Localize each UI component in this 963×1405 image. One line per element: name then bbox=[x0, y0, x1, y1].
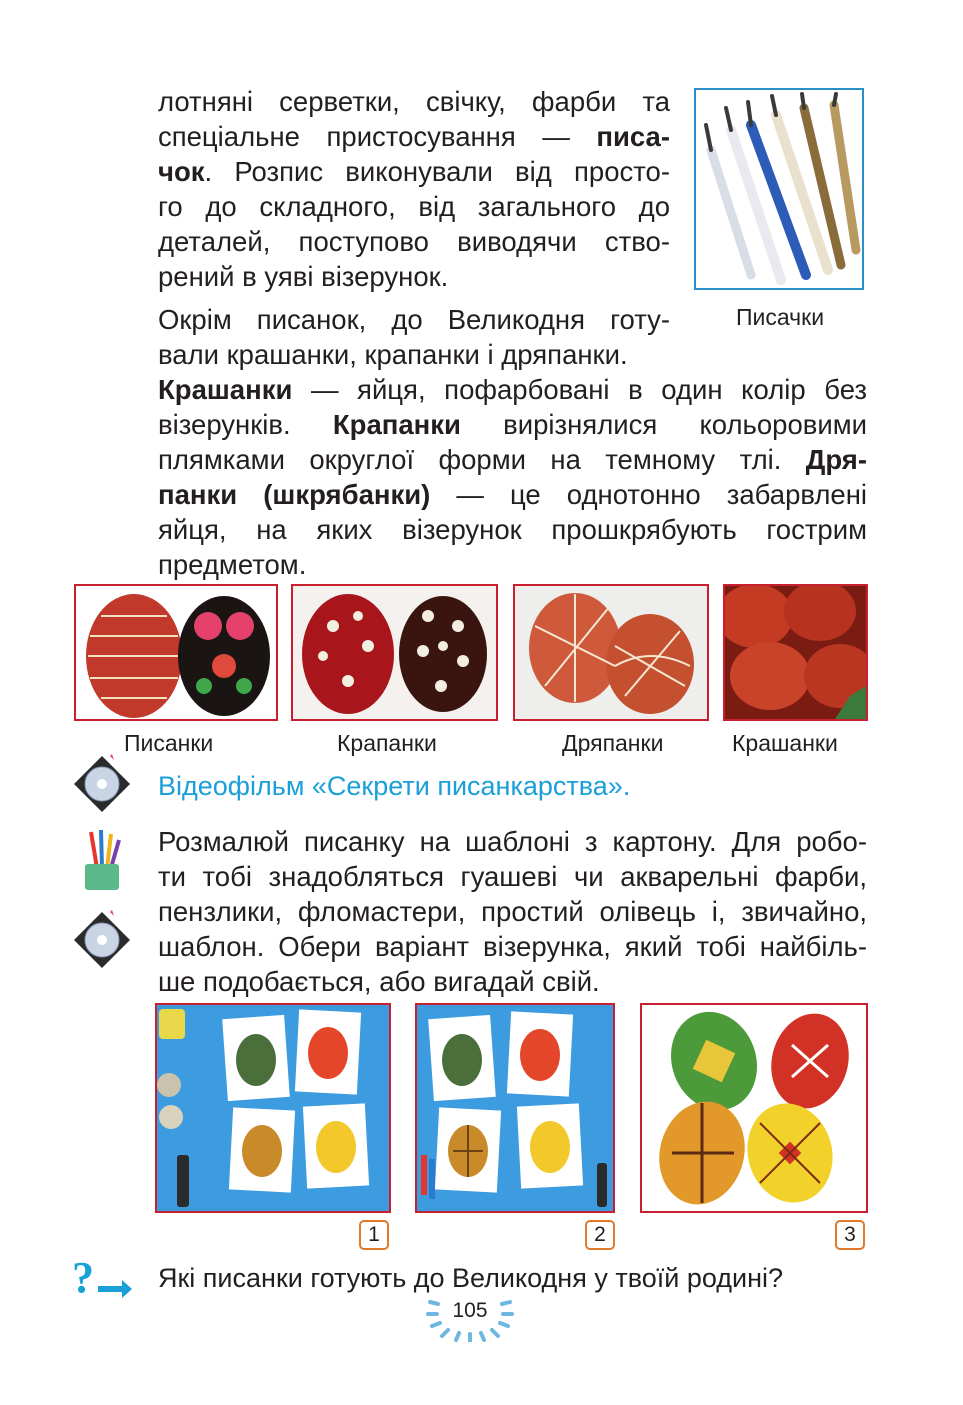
dryapanky-photo bbox=[513, 584, 709, 721]
pysanky-photo bbox=[74, 584, 278, 721]
svg-text:?: ? bbox=[72, 1256, 94, 1300]
intro-line: чок. Розпис виконували від просто- bbox=[158, 156, 670, 187]
task-line: пензлики, фломастери, простий олівець і, звичайно, bbox=[158, 896, 867, 927]
task-line: Розмалюй писанку на шаблоні з картону. Для робо- bbox=[158, 826, 867, 857]
intro-paragraph bbox=[158, 84, 670, 294]
pysachky-photo bbox=[694, 88, 864, 290]
step-number-1: 1 bbox=[359, 1220, 389, 1250]
task-line: ше подобається, або вигадай свій. bbox=[158, 966, 600, 997]
video-link[interactable]: Відеофільм «Секрети писанкарства». bbox=[158, 771, 631, 801]
intro-line: лотняні серветки, свічку, фарби та bbox=[158, 86, 670, 117]
krashanky-photo bbox=[723, 584, 868, 721]
page-number: 105 bbox=[452, 1299, 488, 1322]
types-line: візерунків. Крапанки вирізнялися кольоровими bbox=[158, 409, 867, 440]
types-line: панки (шкрябанки) — це однотонно забарвлені bbox=[158, 479, 867, 510]
step-2-photo bbox=[415, 1003, 615, 1213]
pysachky-caption: Писачки bbox=[736, 304, 825, 330]
egg-caption-krapanky: Крапанки bbox=[337, 730, 437, 756]
question-arrow-icon bbox=[72, 1256, 134, 1300]
cd-disc-icon-2[interactable] bbox=[72, 908, 132, 970]
step-1-photo bbox=[155, 1003, 391, 1213]
types-line: предметом. bbox=[158, 549, 307, 580]
intro-line: рений в уяві візерунок. bbox=[158, 261, 449, 292]
egg-caption-pysanky: Писанки bbox=[124, 730, 214, 756]
types-line: яйця, на яких візерунок прошкрябують гострим bbox=[158, 514, 867, 545]
egg-caption-krashanky: Крашанки bbox=[732, 730, 838, 756]
step-number-3: 3 bbox=[835, 1220, 865, 1250]
egg-types-paragraph-wide bbox=[158, 372, 867, 582]
cd-disc-icon[interactable] bbox=[72, 752, 132, 814]
step-3-photo bbox=[640, 1003, 868, 1213]
step-number-2: 2 bbox=[585, 1220, 615, 1250]
types-line: Окрім писанок, до Великодня готу- bbox=[158, 304, 670, 335]
bold-term: чок bbox=[158, 156, 205, 187]
bold-term: писа- bbox=[596, 121, 670, 152]
krapanky-photo bbox=[291, 584, 498, 721]
task-paragraph bbox=[158, 824, 867, 999]
egg-caption-dryapanky: Дряпанки bbox=[562, 730, 664, 756]
types-line: вали крашанки, крапанки і дряпанки. bbox=[158, 339, 628, 370]
task-line: ти тобі знадобляться гуашеві чи акварельні фарби, bbox=[158, 861, 867, 892]
pysachky-illustration bbox=[696, 90, 862, 288]
egg-types-paragraph bbox=[158, 302, 670, 372]
intro-line: деталей, поступово виводячи ство- bbox=[158, 226, 670, 257]
intro-line: спеціальне пристосування — писа- bbox=[158, 121, 670, 152]
types-line: плямками округлої форми на темному тлі. Дря- bbox=[158, 444, 868, 475]
intro-line: го до складного, від загального до bbox=[158, 191, 670, 222]
question-text: Які писанки готують до Великодня у твоїй родині? bbox=[158, 1263, 784, 1293]
task-line: шаблон. Обери варіант візерунка, який тобі найбіль- bbox=[158, 931, 867, 962]
types-line: Крашанки — яйця, пофарбовані в один колір без bbox=[158, 374, 867, 405]
pencil-cup-icon bbox=[77, 828, 127, 892]
